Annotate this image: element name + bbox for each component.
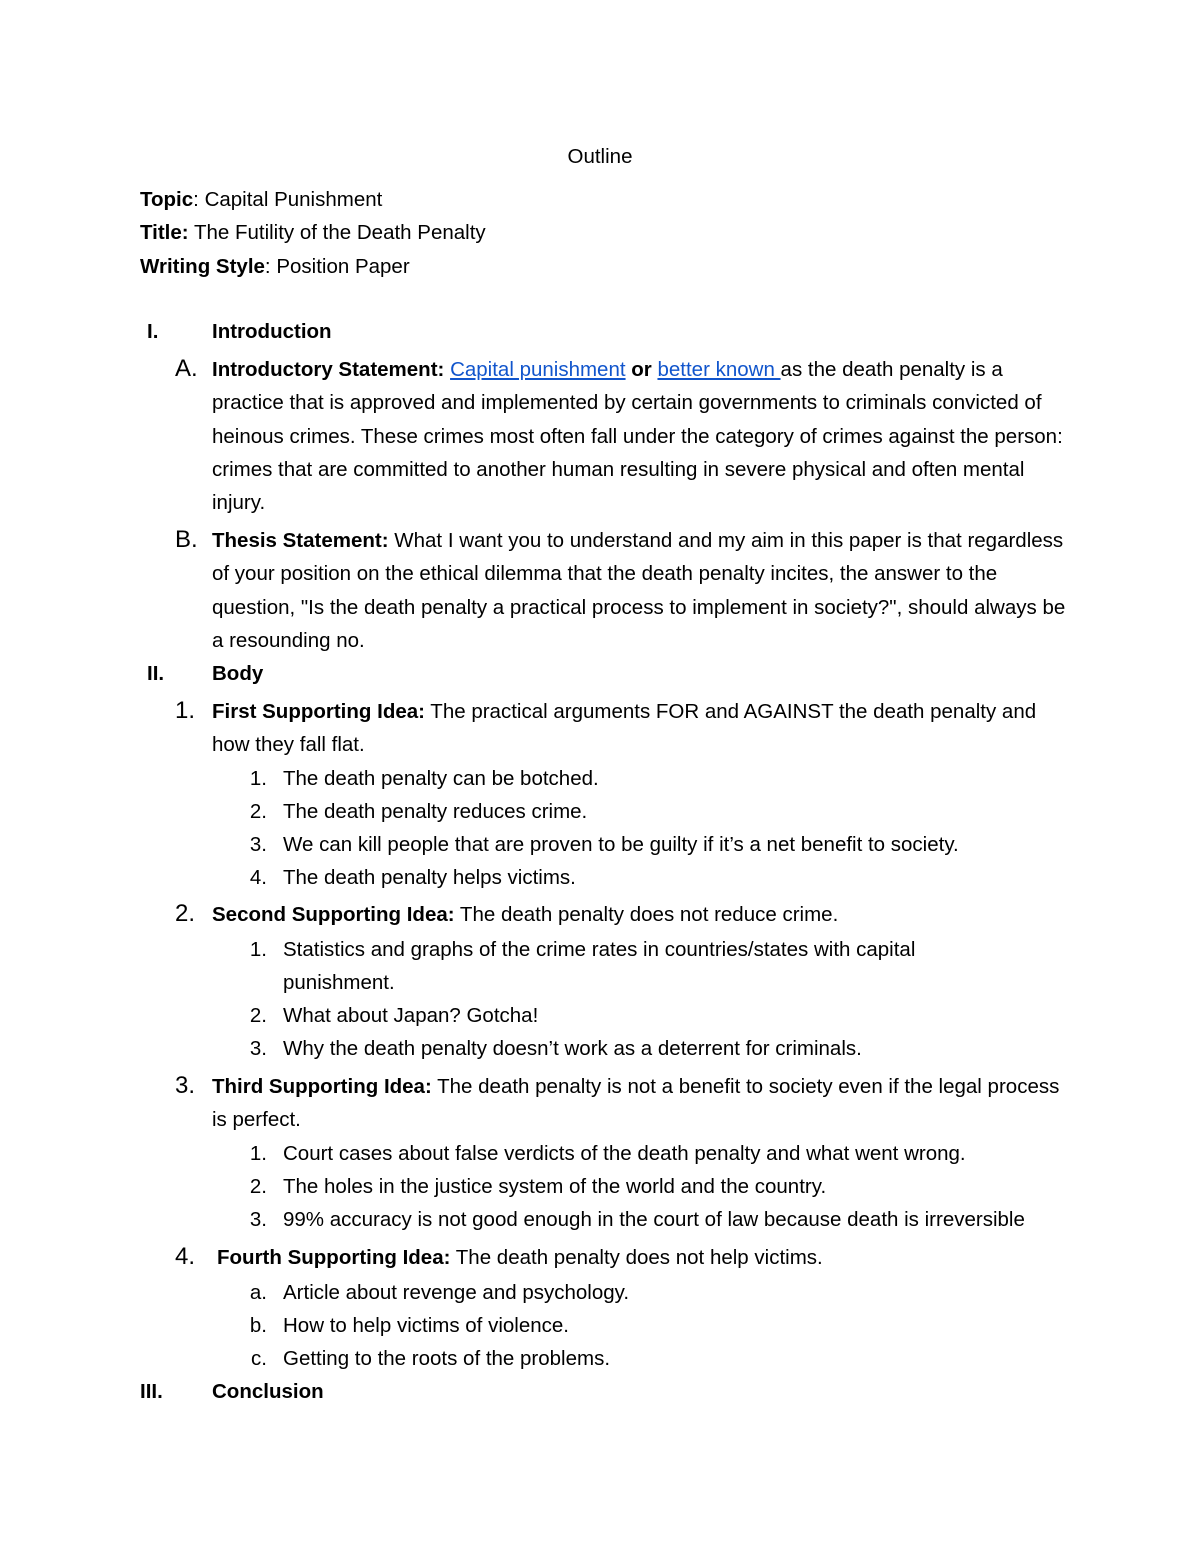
list-item-number: 1. — [249, 1142, 267, 1165]
idea-4-marker: 4. — [175, 1243, 196, 1270]
thesis-statement-text: What I want you to understand and my aim in this paper is that regardless of your position on the ethical dilemma that the death penalty incites, the answer to the question, "Is the death penalty a practical process to implement in society?", should always be a resounding no. — [212, 529, 1066, 652]
topic-value: Capital Punishment — [204, 188, 383, 211]
list-item-number: 2. — [249, 1175, 267, 1198]
list-item-number: 4. — [249, 866, 267, 889]
idea-1-text: The practical arguments FOR and AGAINST the death penalty and how they fall flat. — [212, 700, 1037, 757]
idea-4-text: The death penalty does not help victims. — [455, 1246, 823, 1269]
style-label: Writing Style — [140, 254, 265, 278]
idea-4 — [217, 1241, 1077, 1274]
idea-3-marker: 3. — [175, 1072, 196, 1099]
topic-line: Topic: Capital Punishment — [140, 188, 383, 211]
better-known-link[interactable]: better known — [657, 358, 781, 381]
section-numeral-conclusion: III. — [140, 1380, 163, 1403]
thesis-statement — [212, 524, 1072, 657]
list-item-number: 3. — [249, 833, 267, 856]
idea-3-text: The death penalty is not a benefit to society even if the legal process is perfect. — [212, 1075, 1060, 1132]
idea-3 — [212, 1070, 1072, 1137]
section-numeral-intro: I. — [147, 320, 159, 343]
list-item-text: The death penalty reduces crime. — [283, 800, 588, 823]
thesis-statement-label: Thesis Statement: — [212, 529, 389, 552]
intro-a-marker: A. — [175, 355, 198, 382]
section-numeral-body: II. — [147, 662, 165, 685]
idea-2 — [212, 898, 1072, 931]
list-item-text: Statistics and graphs of the crime rates in countries/states with capital — [283, 938, 916, 961]
outline-meta — [140, 183, 840, 283]
list-item-letter: b. — [249, 1314, 267, 1337]
list-item-text: What about Japan? Gotcha! — [283, 1004, 539, 1027]
section-heading-conclusion: Conclusion — [212, 1380, 324, 1403]
idea-2-marker: 2. — [175, 900, 196, 927]
capital-punishment-link[interactable]: Capital punishment — [450, 358, 626, 381]
title-label: Title: — [140, 221, 189, 245]
document-title: Outline — [567, 145, 633, 168]
idea-2-label: Second Supporting Idea: — [212, 903, 455, 926]
title-line — [140, 216, 840, 249]
list-item-text: Getting to the roots of the problems. — [283, 1347, 611, 1370]
list-item-letter: a. — [249, 1281, 267, 1304]
list-item-text: How to help victims of violence. — [283, 1314, 569, 1337]
list-item-number: 1. — [249, 938, 267, 961]
list-item-text: Why the death penalty doesn’t work as a deterrent for criminals. — [283, 1037, 862, 1060]
list-item-text: We can kill people that are proven to be guilty if it’s a net benefit to society. — [283, 833, 959, 856]
list-item-text: 99% accuracy is not good enough in the court of law because death is irreversible — [283, 1208, 1025, 1231]
list-item-number: 3. — [249, 1208, 267, 1231]
idea-3-label: Third Supporting Idea: — [212, 1075, 432, 1098]
list-item-number: 3. — [249, 1037, 267, 1060]
idea-2-text: The death penalty does not reduce crime. — [459, 903, 839, 926]
list-item-text-continued: punishment. — [283, 971, 395, 994]
idea-1 — [212, 695, 1072, 762]
style-line: Writing Style: Position Paper — [140, 254, 410, 278]
introductory-statement-text: as the death penalty is a practice that is approved and implemented by certain governments to criminals convicted of heinous crimes. These crimes most often fall under the category of crimes against the person: crimes that are committed to another human resulting in severe physical and often mental injury. — [212, 358, 1063, 515]
list-item-text: The holes in the justice system of the world and the country. — [283, 1175, 827, 1198]
list-item-number: 1. — [249, 767, 267, 790]
list-item-number: 2. — [249, 1004, 267, 1027]
list-item-letter: c. — [251, 1347, 267, 1370]
section-heading-intro: Introduction — [212, 320, 332, 343]
list-item-text: The death penalty can be botched. — [283, 767, 599, 790]
or-word: or — [631, 358, 652, 381]
list-item-number: 2. — [249, 800, 267, 823]
topic-label: Topic — [140, 188, 194, 211]
introductory-statement — [212, 353, 1072, 519]
idea-1-marker: 1. — [175, 697, 196, 724]
idea-4-label: Fourth Supporting Idea: — [217, 1246, 451, 1269]
list-item-text: Court cases about false verdicts of the death penalty and what went wrong. — [283, 1142, 966, 1165]
idea-1-label: First Supporting Idea: — [212, 700, 425, 723]
title-value: The Futility of the Death Penalty — [193, 221, 486, 245]
style-value: Position Paper — [276, 254, 410, 278]
list-item-text: The death penalty helps victims. — [283, 866, 576, 889]
intro-b-marker: B. — [175, 526, 198, 553]
section-heading-body: Body — [212, 662, 264, 685]
list-item-text: Article about revenge and psychology. — [283, 1281, 630, 1304]
introductory-statement-label: Introductory Statement: — [212, 358, 445, 381]
